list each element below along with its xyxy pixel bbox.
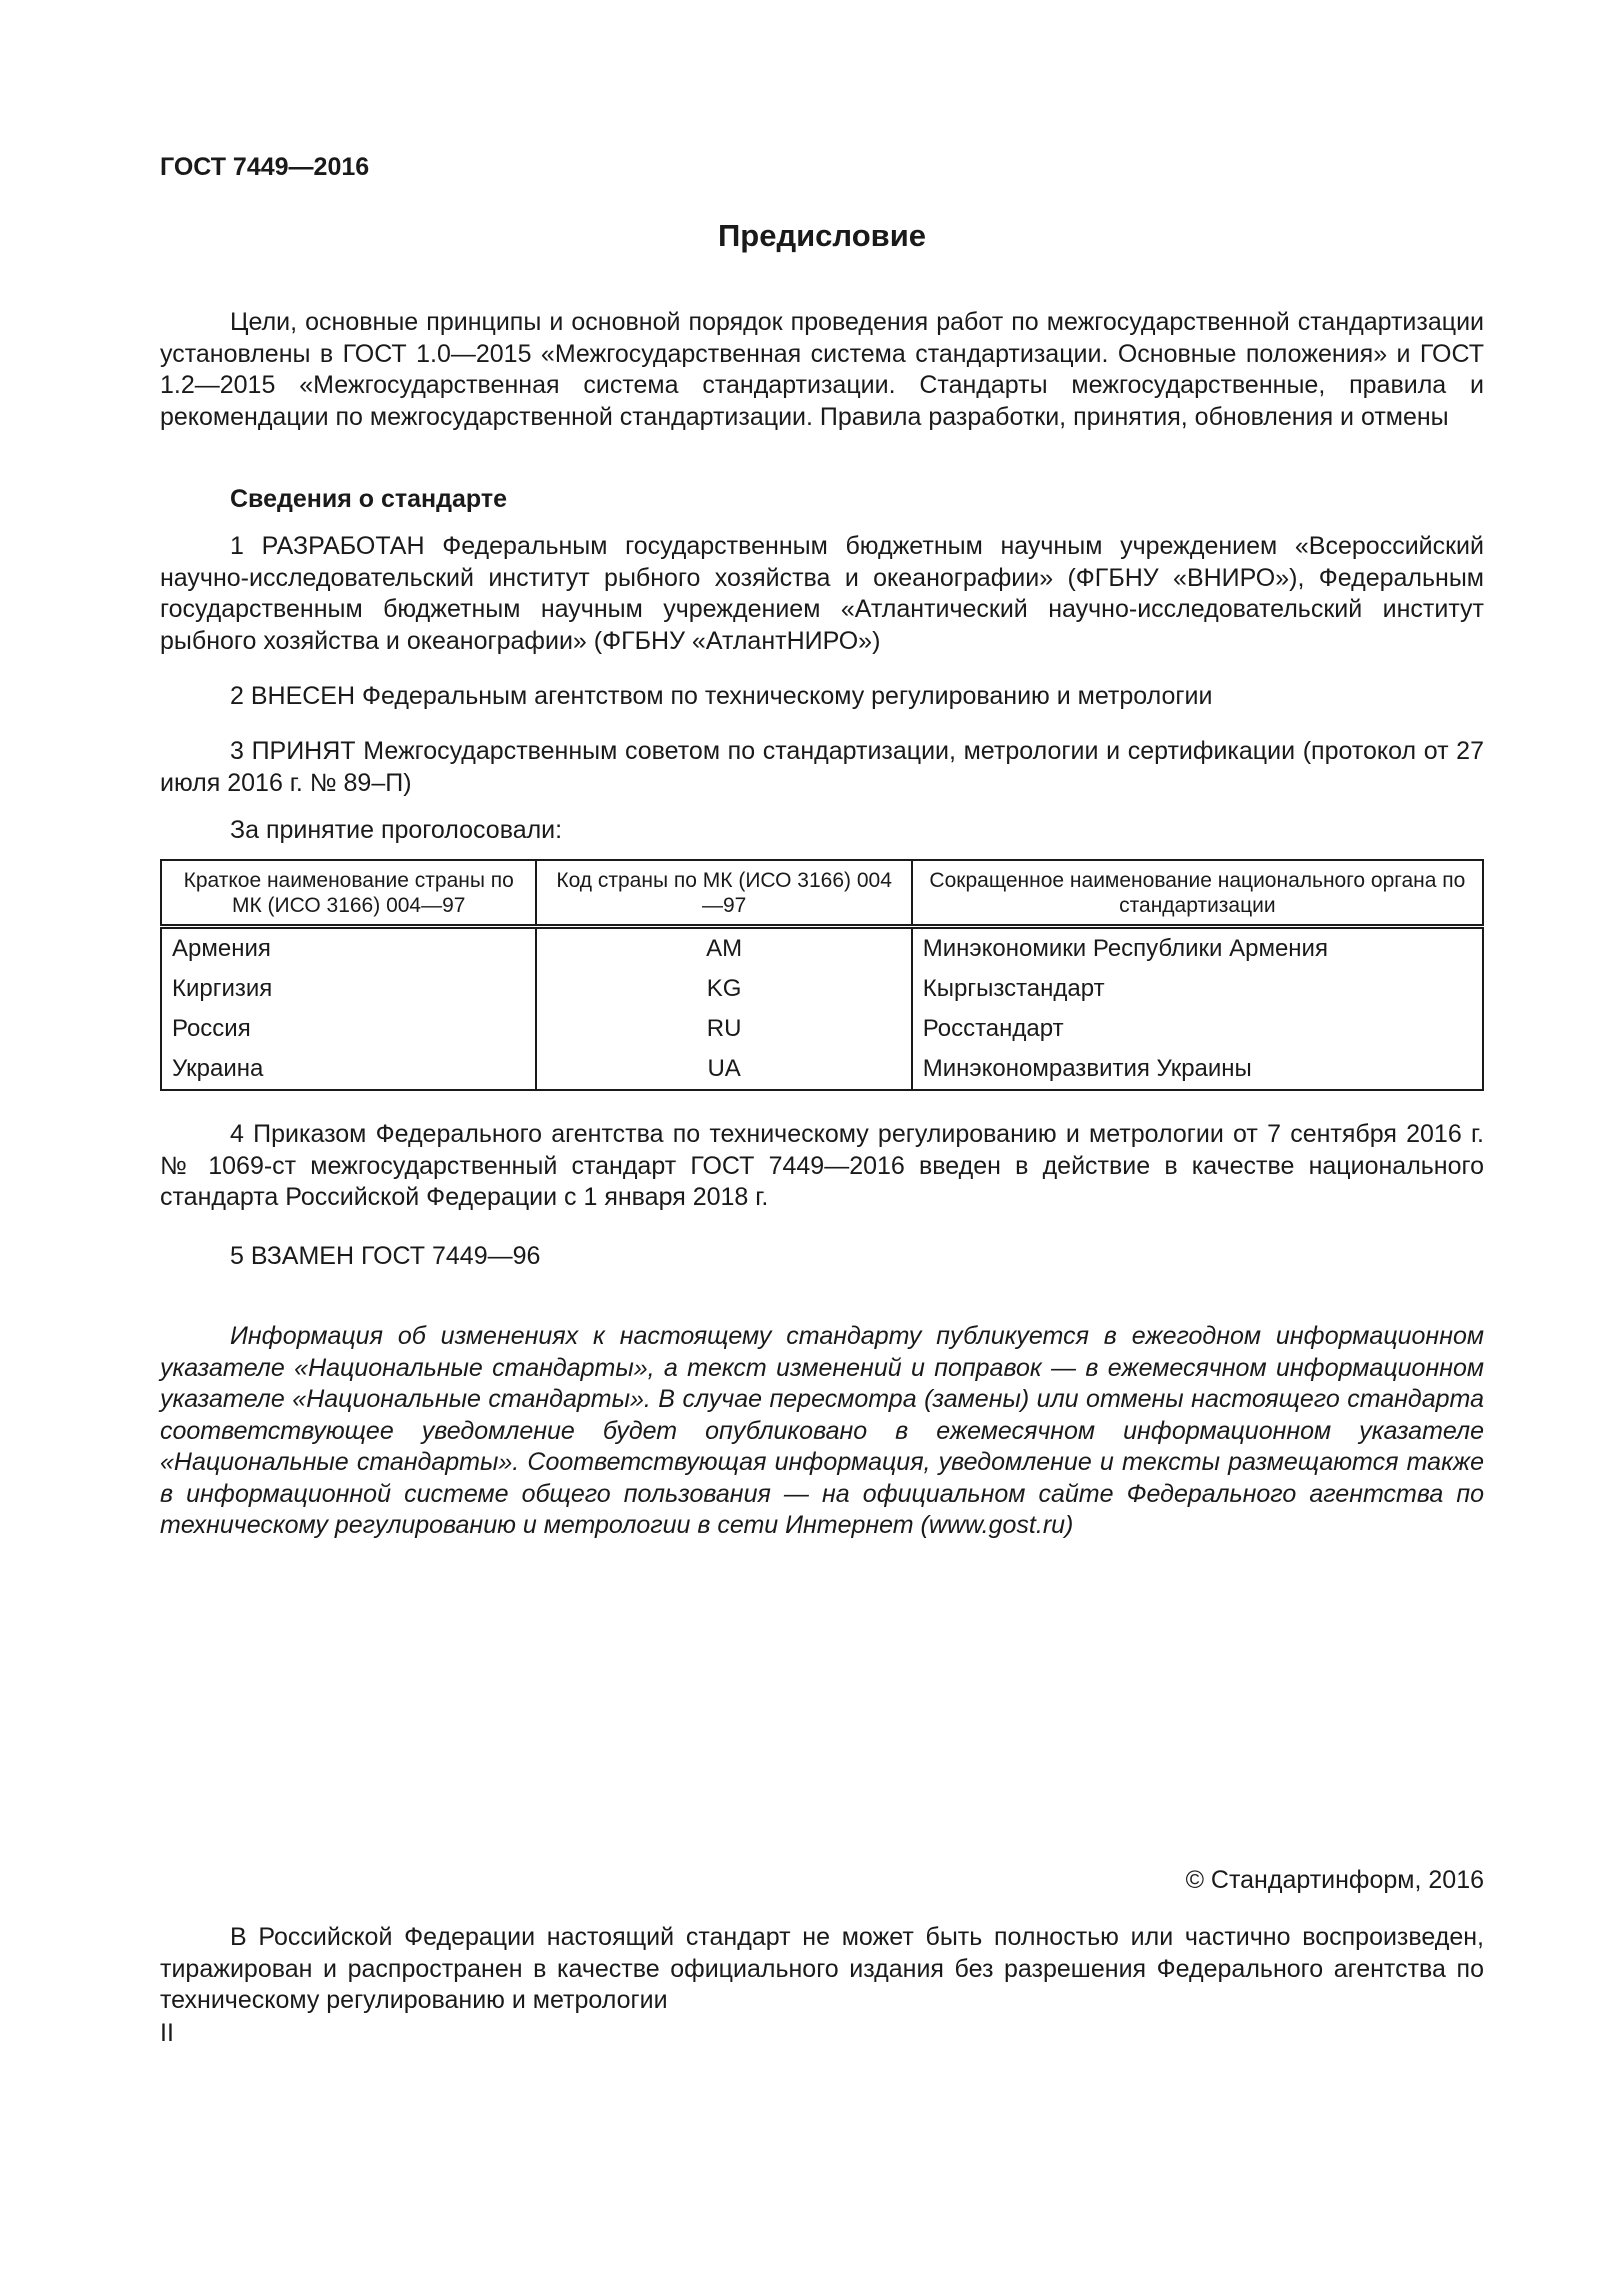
- body-cell: Кыргызстандарт: [912, 969, 1483, 1009]
- item1-block: [160, 531, 1484, 657]
- header-code: Код страны по МК (ИСО 3166) 004—97: [536, 860, 911, 927]
- body-cell: Росстандарт: [912, 1009, 1483, 1049]
- body-cell: Минэкономразвития Украины: [912, 1049, 1483, 1090]
- item5-block: [160, 1241, 1484, 1273]
- rights-paragraph: В Российской Федерации настоящий стандарт не может быть полностью или частично воспроизведен, тиражирован и распространен в качестве официального издания без разрешения Федерального агентства по техническому регулированию и метрологии: [160, 1923, 1484, 2014]
- notice-paragraph: Информация об изменениях к настоящему стандарту публикуется в ежегодном информационном указателе «Национальные стандарты», а текст изменений и поправок — в ежемесячном информационном указателе «Национальные стандарты». В случае пересмотра (замены) или отмены настоящего стандарта соответствующее уведомление будет опубликовано в ежемесячном информационном указателе «Национальные стандарты». Соответствующая информация, уведомление и тексты размещаются также в информационной системе общего пользования — на официальном сайте Федерального агентства по техническому регулированию и метрологии в сети Интернет (www.gost.ru): [160, 1322, 1484, 1539]
- country-cell: Киргизия: [161, 969, 536, 1009]
- body-cell: Минэкономики Республики Армения: [912, 927, 1483, 970]
- intro-paragraph: Цели, основные принципы и основной порядок проведения работ по межгосударственной стандартизации установлены в ГОСТ 1.0—2015 «Межгосударственная система стандартизации. Основные положения» и ГОСТ 1.2—2015 «Межгосударственная система стандартизации. Стандарты межгосударственные, правила и рекомендации по межгосударственной стандартизации. Правила разработки, принятия, обновления и отмены: [160, 308, 1484, 431]
- item2-paragraph: 2 ВНЕСЕН Федеральным агентством по техническому регулированию и метрологии: [230, 682, 1213, 710]
- item2-block: [160, 681, 1484, 713]
- copyright-line: © Стандартинформ, 2016: [1185, 1866, 1484, 1894]
- item3-paragraph: 3 ПРИНЯТ Межгосударственным советом по стандартизации, метрологии и сертификации (протокол от 27 июля 2016 г. № 89–П): [160, 737, 1484, 797]
- rights-block: [160, 1922, 1484, 2017]
- country-cell: Украина: [161, 1049, 536, 1090]
- document-page: [160, 0, 1484, 2283]
- info-heading: Сведения о стандарте: [230, 485, 508, 513]
- table-row: [161, 1049, 1483, 1090]
- info-heading-block: [160, 484, 1484, 516]
- code-cell: RU: [536, 1009, 911, 1049]
- table-header-row: [161, 860, 1483, 927]
- item3-block: [160, 736, 1484, 799]
- item1-paragraph: 1 РАЗРАБОТАН Федеральным государственным бюджетным научным учреждением «Всероссийский научно-исследовательский институт рыбного хозяйства и океанографии» (ФГБНУ «ВНИРО»), Федеральным государственным бюджетным научным учреждением «Атлантический научно-исследовательский институт рыбного хозяйства и океанографии» (ФГБНУ «АтлантНИРО»): [160, 532, 1484, 655]
- item5-paragraph: 5 ВЗАМЕН ГОСТ 7449—96: [230, 1242, 541, 1270]
- vote-label: За принятие проголосовали:: [230, 816, 563, 844]
- country-cell: Россия: [161, 1009, 536, 1049]
- table-row: [161, 927, 1483, 970]
- code-cell: AM: [536, 927, 911, 970]
- item4-paragraph: 4 Приказом Федерального агентства по техническому регулированию и метрологии от 7 сентября 2016 г. № 1069-ст межгосударственный стандарт ГОСТ 7449—2016 введен в действие в качестве национального стандарта Российской Федерации с 1 января 2018 г.: [160, 1120, 1484, 1211]
- notice-block: [160, 1321, 1484, 1542]
- table-row: [161, 969, 1483, 1009]
- header-body: Сокращенное наименование национального органа по стандартизации: [912, 860, 1483, 927]
- country-cell: Армения: [161, 927, 536, 970]
- header-country: Краткое наименование страны по МК (ИСО 3166) 004—97: [161, 860, 536, 927]
- code-cell: UA: [536, 1049, 911, 1090]
- code-cell: KG: [536, 969, 911, 1009]
- vote-label-block: [160, 815, 1484, 847]
- page-title: Предисловие: [717, 218, 926, 253]
- table-row: [161, 1009, 1483, 1049]
- item4-block: [160, 1119, 1484, 1214]
- page-number: II: [160, 2019, 174, 2047]
- member-states-table: [160, 859, 1484, 1091]
- document-code: ГОСТ 7449—2016: [160, 153, 370, 181]
- intro-block: [160, 307, 1484, 433]
